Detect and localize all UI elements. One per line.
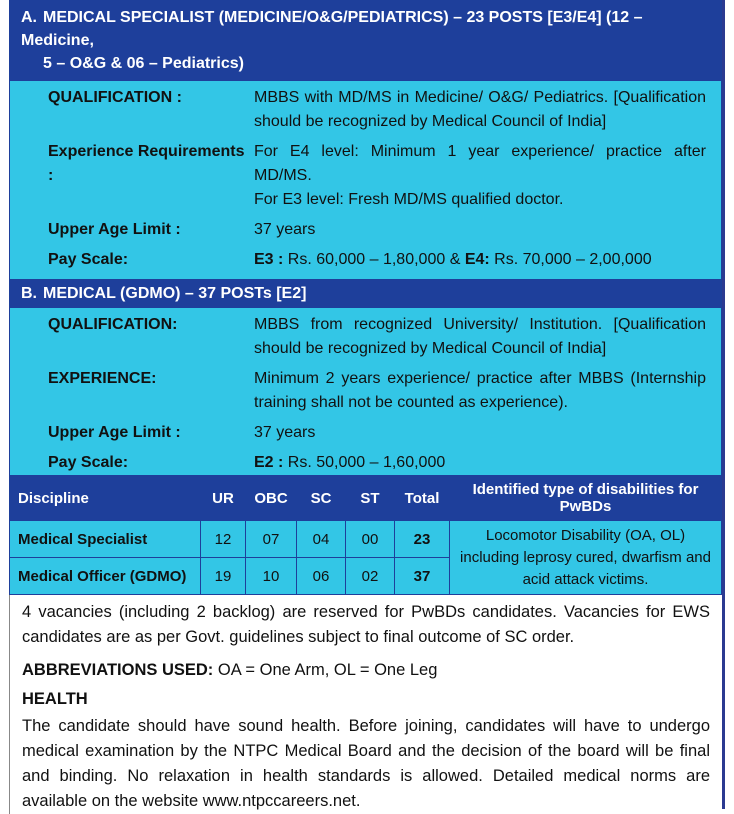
notes-section: [9, 595, 722, 814]
col-obc: OBC: [246, 476, 297, 521]
row-key: Pay Scale:: [48, 454, 129, 471]
section-a-experience-row: [10, 137, 721, 215]
table-header-row: [10, 476, 722, 521]
row-value: MBBS from recognized University/ Institution. [Qualification should be recognized by Medical Council of India]: [254, 316, 706, 357]
obc-cell: 10: [246, 558, 297, 595]
row-value: 37 years: [254, 424, 316, 441]
abbreviations-label: ABBREVIATIONS USED:: [22, 661, 214, 679]
section-b-label: B.: [21, 285, 37, 302]
e2-value: Rs. 50,000 – 1,60,000: [283, 454, 446, 471]
row-key: EXPERIENCE:: [48, 370, 157, 387]
row-key: Experience Requirements :: [48, 143, 245, 184]
pwbd-note: 4 vacancies (including 2 backlog) are reserved for PwBDs candidates. Vacancies for EWS candidates are as per Govt. guidelines subject to final outcome of SC order.: [22, 603, 710, 646]
section-a-title-line2: 5 – O&G & 06 – Pediatrics): [43, 55, 244, 72]
section-a-qualification-row: [10, 83, 721, 137]
st-cell: 00: [346, 521, 395, 558]
experience-e4: For E4 level: Minimum 1 year experience/ practice after MD/MS.: [254, 143, 706, 184]
col-disabilities: Identified type of disabilities for PwBDs: [450, 476, 722, 521]
section-b-pay-row: [10, 448, 721, 475]
row-value: 37 years: [254, 221, 316, 238]
section-b-age-row: [10, 418, 721, 448]
section-b-header: [9, 279, 722, 308]
st-cell: 02: [346, 558, 395, 595]
row-key: QUALIFICATION:: [48, 316, 178, 333]
row-value: Minimum 2 years experience/ practice after MBBS (Internship training shall not be counted as experience).: [254, 370, 706, 411]
row-value: MBBS with MD/MS in Medicine/ O&G/ Pediatrics. [Qualification should be recognized by Medical Council of India]: [254, 89, 706, 130]
obc-cell: 07: [246, 521, 297, 558]
sc-cell: 04: [297, 521, 346, 558]
section-a-label: A.: [21, 9, 37, 26]
section-b-experience-row: [10, 364, 721, 418]
vacancy-table: [9, 475, 722, 595]
e3-value: Rs. 60,000 – 1,80,000 &: [283, 251, 465, 268]
section-a-pay-row: [10, 245, 721, 275]
abbreviations: [22, 658, 710, 683]
row-key: Pay Scale:: [48, 251, 129, 268]
row-value: [254, 451, 706, 475]
abbreviations-text: OA = One Arm, OL = One Leg: [213, 661, 438, 679]
e2-label: E2 :: [254, 454, 284, 471]
col-ur: UR: [201, 476, 246, 521]
recruitment-notice: [9, 0, 725, 809]
total-cell: 23: [395, 521, 450, 558]
section-b-title: MEDICAL (GDMO) – 37 POSTs [E2]: [43, 285, 307, 302]
ur-cell: 12: [201, 521, 246, 558]
col-sc: SC: [297, 476, 346, 521]
section-a-header: [9, 0, 722, 81]
e4-value: Rs. 70,000 – 2,00,000: [489, 251, 652, 268]
disabilities-cell: Locomotor Disability (OA, OL) including leprosy cured, dwarfism and acid attack victims.: [450, 521, 722, 595]
row-value: [254, 140, 706, 212]
col-st: ST: [346, 476, 395, 521]
e4-label: E4:: [464, 251, 490, 268]
section-a-age-row: [10, 215, 721, 245]
row-key: Upper Age Limit :: [48, 424, 181, 441]
col-discipline: Discipline: [10, 476, 201, 521]
row-key: QUALIFICATION :: [48, 89, 182, 106]
discipline-cell: Medical Specialist: [10, 521, 201, 558]
health-heading: HEALTH: [22, 690, 88, 708]
discipline-cell: Medical Officer (GDMO): [10, 558, 201, 595]
e3-label: E3 :: [254, 251, 284, 268]
health-text: The candidate should have sound health. Before joining, candidates will have to undergo medical examination by the NTPC Medical Board and the decision of the board will be final and binding. No relaxation in health standards is allowed. Detailed medical norms are available on the website www.ntpccareers.net.: [22, 717, 710, 810]
experience-e3: For E3 level: Fresh MD/MS qualified doctor.: [254, 191, 564, 208]
section-a-title-line1: MEDICAL SPECIALIST (MEDICINE/O&G/PEDIATRICS) – 23 POSTS [E3/E4] (12 – Medicine,: [21, 9, 643, 49]
col-total: Total: [395, 476, 450, 521]
row-value: [254, 248, 706, 272]
ur-cell: 19: [201, 558, 246, 595]
section-b-details: [9, 308, 722, 475]
total-cell: 37: [395, 558, 450, 595]
row-key: Upper Age Limit :: [48, 221, 181, 238]
table-row: [10, 521, 722, 558]
section-b-qualification-row: [10, 310, 721, 364]
section-a-details: [9, 81, 722, 279]
sc-cell: 06: [297, 558, 346, 595]
